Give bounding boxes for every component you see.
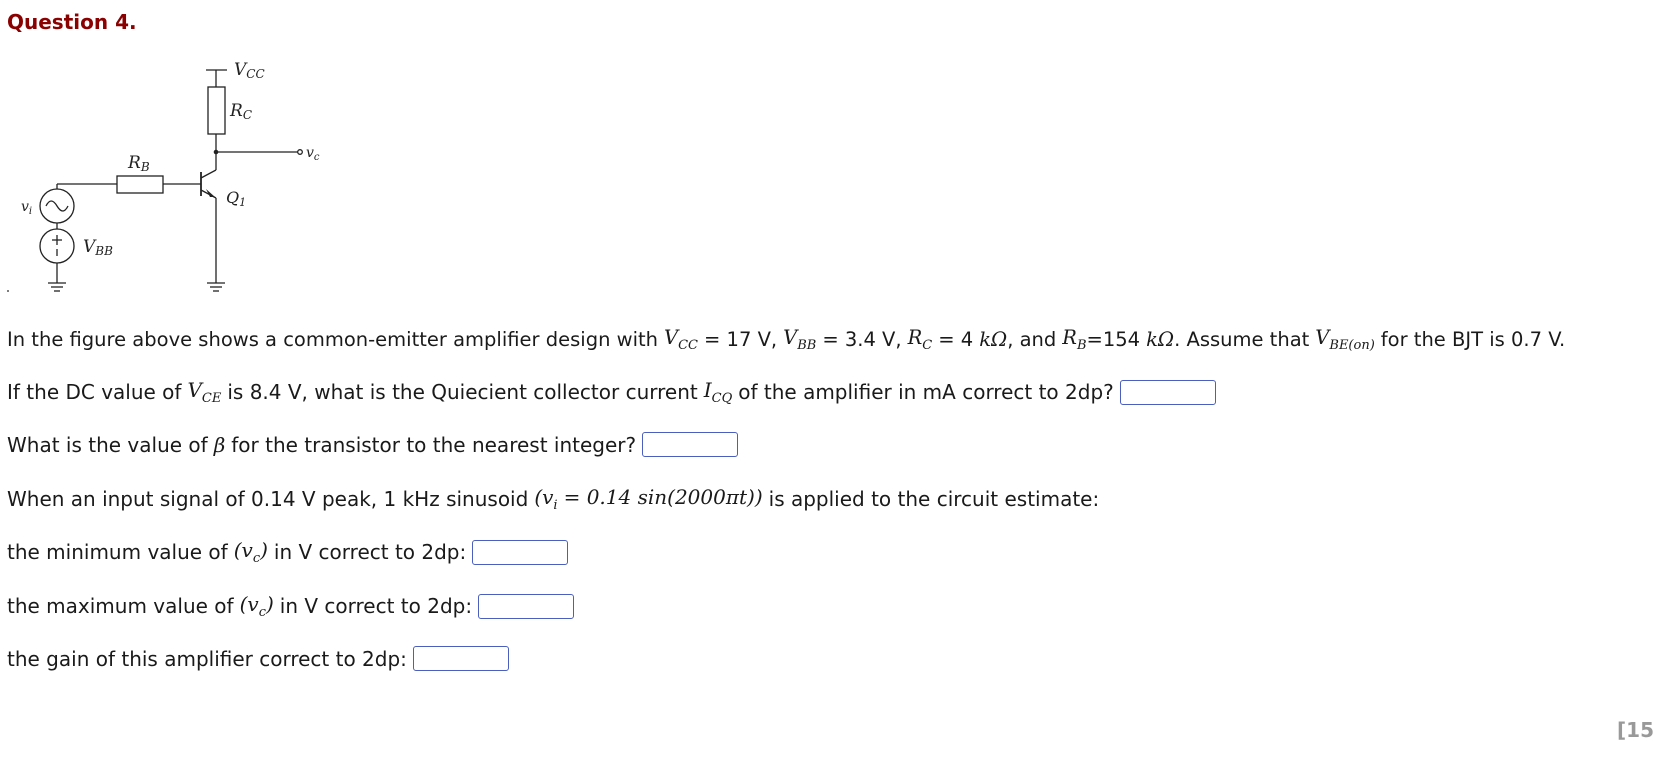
rb-label: R (128, 153, 141, 173)
input-signal-statement: When an input signal of 0.14 V peak, 1 kHz sinusoid ($v_i = 0.14$ sin(2000πt)) is applied to the circuit estimate: (7, 485, 1100, 513)
vi-label: v (21, 199, 29, 215)
vbb-symbol: $V_{BB}$ (783, 326, 817, 353)
beta-answer-input[interactable] (642, 432, 738, 457)
vc-label: v (306, 145, 314, 161)
intro-paragraph: In the figure above shows a common-emitter amplifier design with $V_{CC}$ = 17 V, $V_{BB}$ = 3.4 V, $R_C$ = 4 kΩ , and $R_B$ =154 kΩ . Assume that $V_{BE(on)}$ for the BJT is 0.7 V. (7, 326, 1566, 353)
svg-text:VBB: VBB (83, 237, 113, 258)
vc-symbol: $(v_c)$ (239, 592, 274, 620)
question-title: Question 4. (7, 10, 137, 34)
icq-answer-input[interactable] (1120, 380, 1216, 405)
svg-text:RB: RB (128, 153, 150, 174)
vc-output-terminal (298, 150, 303, 155)
kohm-unit: kΩ (979, 327, 1008, 351)
marks-label: [15 (1617, 718, 1654, 742)
beta-symbol: β (213, 432, 226, 457)
svg-text:VCC: VCC (234, 60, 265, 81)
icq-symbol: $I_{CQ}$ (703, 378, 733, 406)
gain-answer-input[interactable] (413, 646, 509, 671)
rc-resistor (208, 87, 225, 134)
question-icq: If the DC value of $V_{CE}$ is 8.4 V, what is the Quiecient collector current $I_{CQ}$ of the amplifier in mA correct to 2dp? (7, 378, 1216, 406)
max-vc-answer-input[interactable] (478, 594, 574, 619)
min-vc-answer-input[interactable] (472, 540, 568, 565)
vcc-label: V (234, 60, 247, 80)
question-min-vc: the minimum value of $(v_c)$ in V correct to 2dp: (7, 538, 568, 566)
rb-resistor (117, 176, 163, 193)
vcc-symbol: $V_{CC}$ (664, 326, 699, 353)
vbe-symbol: $V_{BE(on)}$ (1315, 326, 1375, 353)
question-beta: What is the value of β for the transistor to the nearest integer? (7, 432, 738, 457)
vbb-dc-source (40, 229, 74, 263)
vc-symbol: $(v_c)$ (233, 538, 268, 566)
question-gain: the gain of this amplifier correct to 2dp: (7, 646, 509, 671)
question-max-vc: the maximum value of $(v_c)$ in V correct to 2dp: (7, 592, 574, 620)
svg-text:Q1: Q1 (226, 188, 247, 209)
rc-label: R (230, 101, 243, 121)
vbb-label: V (83, 237, 96, 257)
input-signal-formula: ($v_i = 0.14$ sin(2000πt)) (534, 485, 763, 513)
svg-text:vc: $v_c$ (306, 145, 320, 163)
sine-icon (46, 201, 68, 211)
collector-node (214, 150, 219, 155)
rc-symbol: $R_C$ (907, 326, 933, 353)
circuit-diagram (0, 55, 340, 305)
svg-text:vi: $v_i$ (21, 199, 33, 217)
q1-label: Q (226, 188, 240, 207)
kohm-unit: kΩ (1146, 327, 1175, 351)
svg-text:RC: RC (230, 101, 252, 122)
vce-symbol: $V_{CE}$ (187, 378, 222, 406)
rb-symbol: $R_B$ (1062, 326, 1087, 353)
